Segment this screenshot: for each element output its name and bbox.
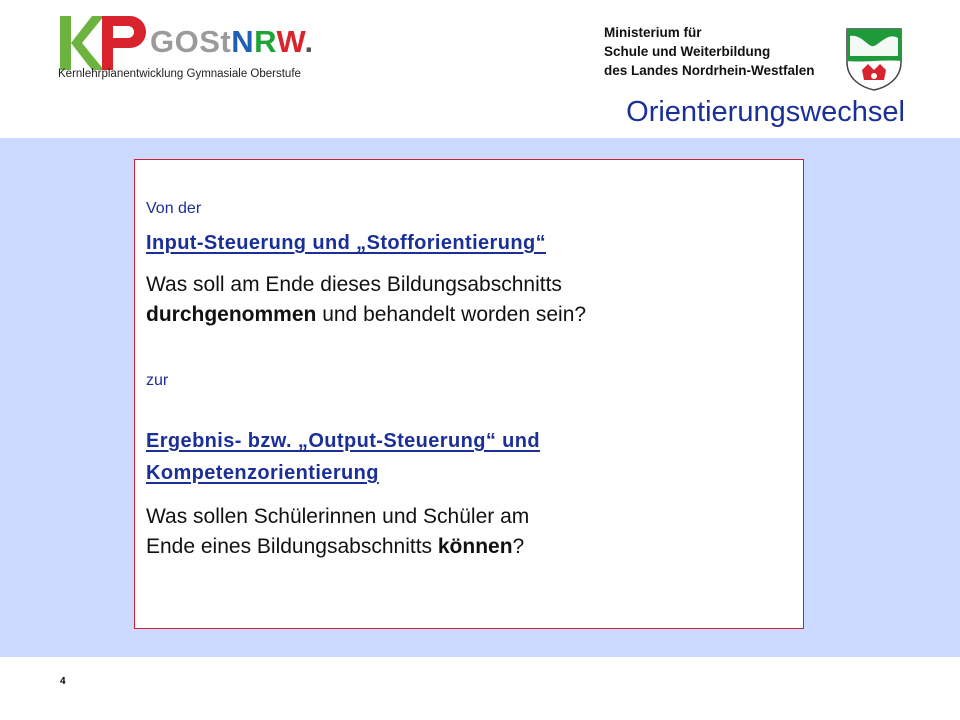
question-output-end: ? [512, 535, 525, 558]
ministry-line-2: Schule und Weiterbildung [604, 44, 771, 59]
question-input-rest: und behandelt worden sein? [316, 303, 587, 326]
nrw-coat-of-arms-icon [844, 26, 904, 92]
nrw-r: R [254, 24, 277, 59]
kp-logo-icon [56, 14, 156, 74]
gost-text: GOSt [150, 24, 232, 59]
question-output-line-2 [146, 532, 529, 562]
slide-title: Orientierungswechsel [626, 96, 905, 128]
question-output [146, 502, 529, 562]
nrw-n: N [231, 24, 255, 59]
ministry-name [604, 23, 815, 80]
logo-subtitle: Kernlehrplanentwicklung Gymnasiale Oberstufe [58, 68, 301, 80]
gost-nrw-wordmark [150, 26, 314, 57]
to-label: zur [146, 372, 169, 389]
question-output-line-1: Was sollen Schülerinnen und Schüler am [146, 505, 530, 528]
output-steering-heading-line-2: Kompetenzorientierung [146, 462, 379, 484]
question-output-emphasis: können [437, 535, 513, 558]
output-steering-heading-line-1: Ergebnis- bzw. „Output-Steuerung“ und [146, 430, 541, 452]
logo-dot: . [304, 24, 314, 59]
content-card [134, 159, 804, 629]
question-input [146, 270, 586, 330]
question-input-line-2 [146, 300, 586, 330]
page-number: 4 [60, 676, 66, 687]
input-steering-heading: Input-Steuerung und „Stofforientierung“ [146, 232, 546, 254]
ministry-line-1: Ministerium für [604, 25, 702, 40]
question-input-line-1: Was soll am Ende dieses Bildungsabschnitts [146, 273, 562, 296]
question-input-emphasis: durchgenommen [146, 303, 317, 326]
from-label: Von der [146, 200, 202, 217]
question-output-start: Ende eines Bildungsabschnitts [146, 535, 438, 558]
ministry-line-3: des Landes Nordrhein-Westfalen [604, 63, 815, 78]
nrw-w: W [276, 24, 305, 59]
